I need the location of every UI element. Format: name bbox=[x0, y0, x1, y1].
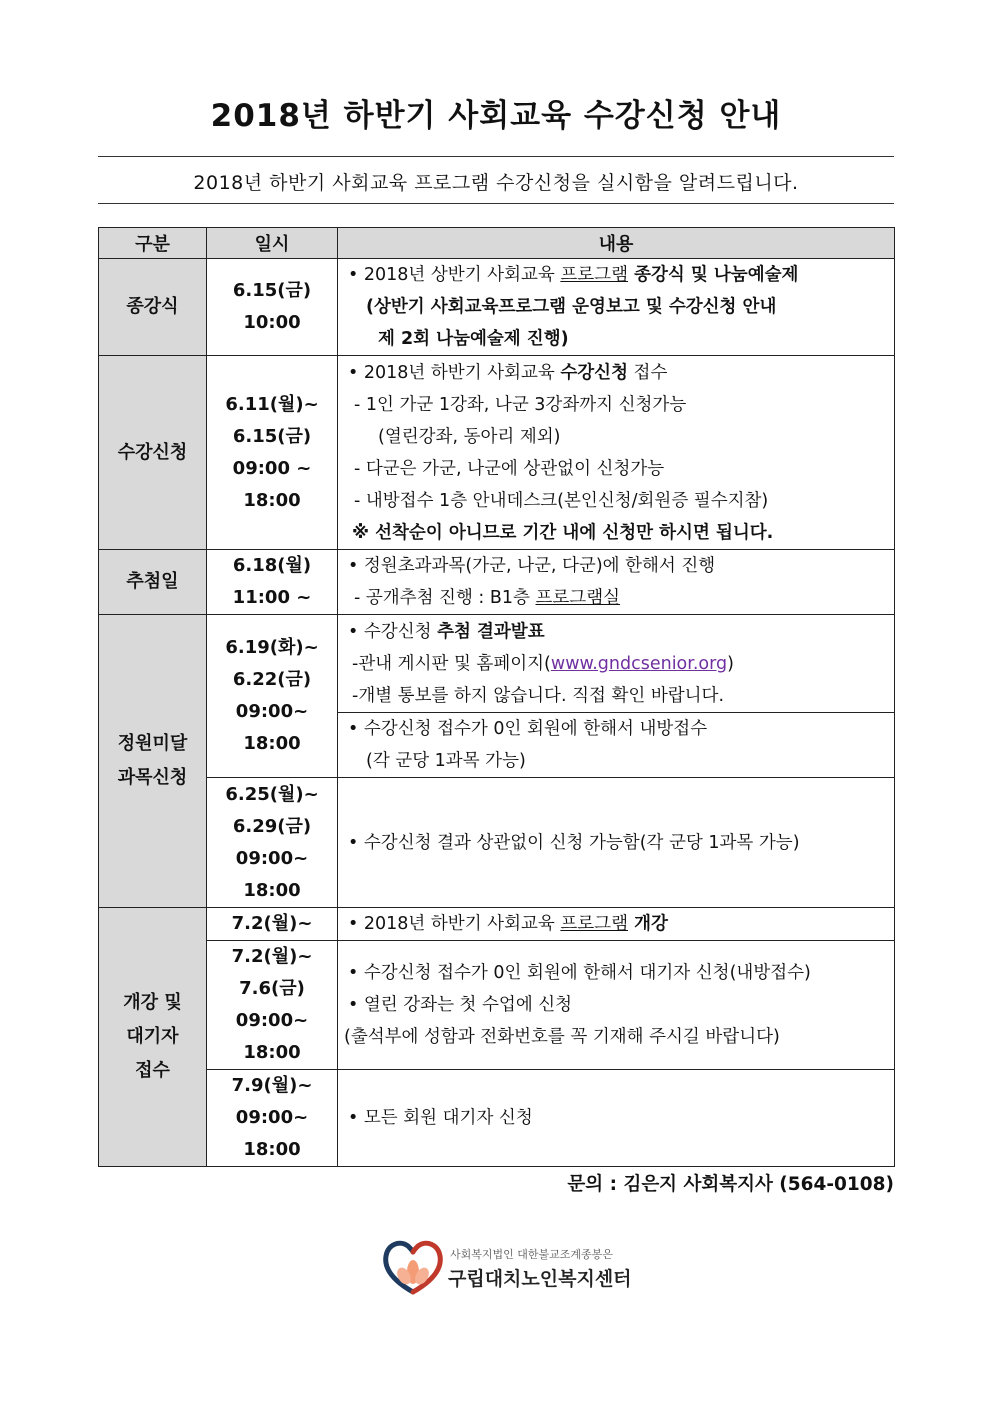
date-line: 18:00 bbox=[243, 733, 301, 754]
content-line: • 수강신청 접수가 0인 회원에 한해서 내방접수 bbox=[348, 719, 708, 739]
date-opening-1: 7.2(월)~ bbox=[207, 908, 338, 941]
divider-bottom bbox=[98, 203, 894, 204]
content-line: • 정원초과과목(가군, 나군, 다군)에 한해서 진행 bbox=[348, 556, 716, 576]
content-line: • 수강신청 결과 상관없이 신청 가능함(각 군당 1과목 가능) bbox=[348, 832, 800, 853]
category-line: 대기자 bbox=[126, 1026, 179, 1047]
content-line: • 수강신청 추첨 결과발표 bbox=[348, 621, 545, 642]
content-closing bbox=[338, 259, 895, 356]
table-row-opening-3 bbox=[99, 1070, 895, 1167]
date-line: 6.25(월)~ bbox=[225, 783, 319, 805]
date-line: 6.29(금) bbox=[232, 815, 312, 837]
date-closing bbox=[207, 259, 338, 356]
content-line: ※ 선착순이 아니므로 기간 내에 신청만 하시면 됩니다. bbox=[352, 522, 774, 543]
date-undersubscribed-2 bbox=[207, 778, 338, 908]
category-registration: 수강신청 bbox=[99, 356, 207, 550]
date-line: 6.15(금) bbox=[232, 425, 312, 447]
date-line: 09:00~ bbox=[235, 701, 309, 722]
heart-lotus-logo-icon bbox=[382, 1236, 444, 1296]
date-line: 09:00~ bbox=[235, 1010, 309, 1031]
page-title: 2018년 하반기 사회교육 수강신청 안내 bbox=[210, 98, 782, 134]
center-logo bbox=[382, 1236, 632, 1296]
date-line: 10:00 bbox=[243, 312, 301, 333]
content-undersubscribed-walkin bbox=[338, 713, 895, 778]
table-row-undersubscribed-3 bbox=[99, 778, 895, 908]
content-line: 제 2회 나눔예술제 진행) bbox=[378, 329, 569, 349]
date-opening-2 bbox=[207, 941, 338, 1070]
divider-top bbox=[98, 156, 894, 157]
content-line: • 2018년 하반기 사회교육 프로그램 개강 bbox=[348, 914, 668, 934]
category-line: 개강 및 bbox=[123, 992, 182, 1013]
content-line: -개별 통보를 하지 않습니다. 직접 확인 바랍니다. bbox=[352, 685, 725, 706]
date-line: 18:00 bbox=[243, 1042, 301, 1063]
date-line: 7.6(금) bbox=[239, 978, 305, 999]
homepage-link[interactable]: www.gndcsenior.org bbox=[550, 653, 728, 674]
page-subtitle: 2018년 하반기 사회교육 프로그램 수강신청을 실시함을 알려드립니다. bbox=[193, 172, 799, 194]
category-opening bbox=[99, 908, 207, 1167]
content-line: - 다군은 가군, 나군에 상관없이 신청가능 bbox=[354, 458, 665, 479]
content-line: - 1인 가군 1강좌, 나군 3강좌까지 신청가능 bbox=[354, 394, 687, 415]
category-line: 접수 bbox=[135, 1060, 170, 1081]
date-undersubscribed-1 bbox=[207, 615, 338, 778]
content-line: (각 군당 1과목 가능) bbox=[366, 751, 526, 771]
content-registration bbox=[338, 356, 895, 550]
table-row-lottery bbox=[99, 550, 895, 615]
date-line: 7.2(월)~ bbox=[231, 946, 313, 967]
date-line: 6.18(월) bbox=[232, 555, 312, 576]
date-line: 09:00 ~ bbox=[232, 457, 312, 479]
content-line: • 수강신청 접수가 0인 회원에 한해서 대기자 신청(내방접수) bbox=[348, 963, 811, 983]
content-undersubscribed-any bbox=[338, 778, 895, 908]
date-line: 6.19(화)~ bbox=[225, 637, 319, 658]
header-content: 내용 bbox=[338, 228, 895, 259]
table-row-registration bbox=[99, 356, 895, 550]
category-lottery: 추첨일 bbox=[99, 550, 207, 615]
category-undersubscribed bbox=[99, 615, 207, 908]
logo-title: 구립대치노인복지센터 bbox=[448, 1268, 632, 1290]
content-opening-all bbox=[338, 1070, 895, 1167]
date-line: 09:00~ bbox=[235, 847, 309, 869]
category-line: 과목신청 bbox=[117, 767, 188, 788]
content-line: • 2018년 상반기 사회교육 프로그램 종강식 및 나눔예술제 bbox=[348, 265, 799, 285]
category-closing: 종강식 bbox=[99, 259, 207, 356]
content-line: (열린강좌, 동아리 제외) bbox=[378, 426, 561, 447]
date-line: 18:00 bbox=[243, 1139, 301, 1160]
content-line: - 내방접수 1층 안내데스크(본인신청/회원증 필수지참) bbox=[354, 490, 769, 511]
content-line: • 열린 강좌는 첫 수업에 신청 bbox=[348, 995, 573, 1015]
content-line: (출석부에 성함과 전화번호를 꼭 기재해 주시길 바랍니다) bbox=[344, 1027, 780, 1047]
date-line: 6.15(금) bbox=[232, 280, 312, 301]
date-line: 6.11(월)~ bbox=[225, 393, 319, 415]
header-date: 일시 bbox=[207, 228, 338, 259]
table-header-row bbox=[99, 228, 895, 259]
table-row-undersubscribed-1 bbox=[99, 615, 895, 713]
table-row-opening-2 bbox=[99, 941, 895, 1070]
date-line: 18:00 bbox=[243, 489, 301, 511]
content-line: • 2018년 하반기 사회교육 수강신청 접수 bbox=[348, 362, 668, 383]
content-undersubscribed-result bbox=[338, 615, 895, 713]
content-opening-waitlist bbox=[338, 941, 895, 1070]
content-lottery bbox=[338, 550, 895, 615]
date-line: 09:00~ bbox=[235, 1107, 309, 1128]
content-line: - 공개추첨 진행 : B1층 프로그램실 bbox=[354, 588, 621, 608]
logo-subtitle: 사회복지법인 대한불교조계종봉은 bbox=[450, 1248, 613, 1261]
category-line: 정원미달 bbox=[117, 733, 188, 754]
date-line: 18:00 bbox=[243, 879, 301, 901]
contact-info: 문의 : 김은지 사회복지사 (564-0108) bbox=[567, 1174, 894, 1195]
date-line: 11:00 ~ bbox=[232, 587, 312, 608]
date-registration bbox=[207, 356, 338, 550]
content-line: • 모든 회원 대기자 신청 bbox=[348, 1108, 533, 1128]
content-line: (상반기 사회교육프로그램 운영보고 및 수강신청 안내 bbox=[366, 297, 777, 317]
content-opening-start bbox=[338, 908, 895, 941]
date-line: 6.22(금) bbox=[232, 669, 312, 690]
header-category: 구분 bbox=[99, 228, 207, 259]
content-line: -관내 게시판 및 홈페이지(www.gndcsenior.org) bbox=[352, 653, 734, 674]
date-lottery bbox=[207, 550, 338, 615]
date-opening-3 bbox=[207, 1070, 338, 1167]
table-row-closing bbox=[99, 259, 895, 356]
table-row-opening-1 bbox=[99, 908, 895, 941]
schedule-table bbox=[98, 227, 895, 1167]
date-line: 7.9(월)~ bbox=[231, 1075, 313, 1096]
